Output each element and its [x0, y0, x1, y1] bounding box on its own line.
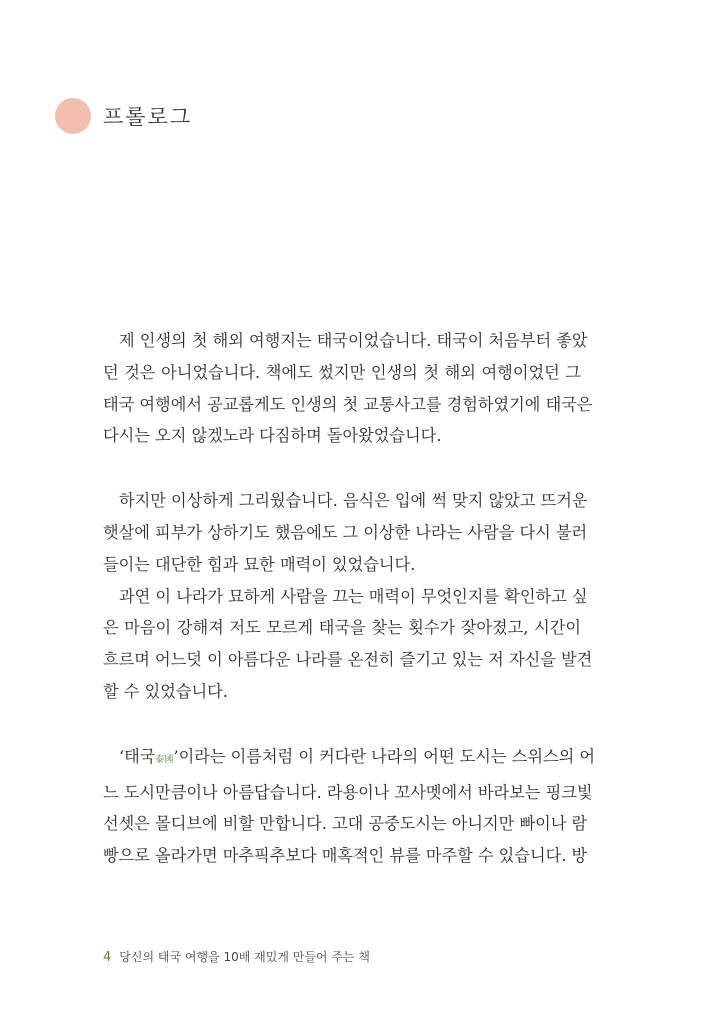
text-line: 선셋은 몰디브에 비할 만합니다. 고대 공중도시는 아니지만 빠이나 람	[103, 814, 588, 834]
text-line: 과연 이 나라가 묘하게 사람을 끄는 매력이 무엇인지를 확인하고 싶	[119, 586, 588, 606]
text-line: 태국 여행에서 공교롭게도 인생의 첫 교통사고를 경험하였기에 태국은	[103, 394, 593, 414]
page-number: 4	[103, 950, 112, 965]
text-line: 햇살에 피부가 상하기도 했음에도 그 이상한 나라는 사람을 다시 불러	[103, 522, 588, 542]
text-fragment: ‘태국	[119, 746, 156, 766]
text-line: 다시는 오지 않겠노라 다짐하며 돌아왔었습니다.	[103, 426, 442, 446]
page-footer	[103, 948, 370, 965]
chapter-title: 프롤로그	[103, 105, 193, 129]
body-text	[103, 325, 597, 872]
text-line: 할 수 있었습니다.	[103, 681, 228, 701]
text-line: 은 마음이 강해져 저도 모르게 태국을 찾는 횟수가 잦아졌고, 시간이	[103, 618, 581, 638]
text-line: 하지만 이상하게 그리웠습니다. 음식은 입에 썩 맞지 않았고 뜨거운	[119, 491, 588, 511]
text-line: 빵으로 올라가면 마추픽추보다 매혹적인 뷰를 마주할 수 있습니다. 방	[103, 846, 588, 866]
paragraph-3	[103, 581, 597, 708]
text-line: 느 도시만큼이나 아름답습니다. 라용이나 꼬사멧에서 바라보는 핑크빛	[103, 782, 593, 802]
text-line	[103, 741, 596, 777]
text-line: 들이는 대단한 힘과 묘한 매력이 있었습니다.	[103, 554, 416, 574]
chapter-heading	[55, 98, 192, 134]
paragraph-2	[103, 485, 597, 580]
heading-circle-ornament	[55, 98, 91, 134]
hanja-annotation: 泰國	[155, 754, 174, 765]
paragraph-4	[103, 741, 597, 872]
running-title: 당신의 태국 여행을 10배 재밌게 만들어 주는 책	[119, 950, 370, 964]
text-line: 흐르며 어느덧 이 아름다운 나라를 온전히 즐기고 있는 저 자신을 발견	[103, 650, 593, 670]
paragraph-1	[103, 325, 597, 452]
text-fragment: ’이라는 이름처럼 이 커다란 나라의 어떤 도시는 스위스의 어	[173, 746, 596, 766]
text-line: 제 인생의 첫 해외 여행지는 태국이었습니다. 태국이 처음부터 좋았	[119, 331, 588, 350]
text-line: 던 것은 아니었습니다. 책에도 썼지만 인생의 첫 해외 여행이었던 그	[103, 362, 581, 382]
